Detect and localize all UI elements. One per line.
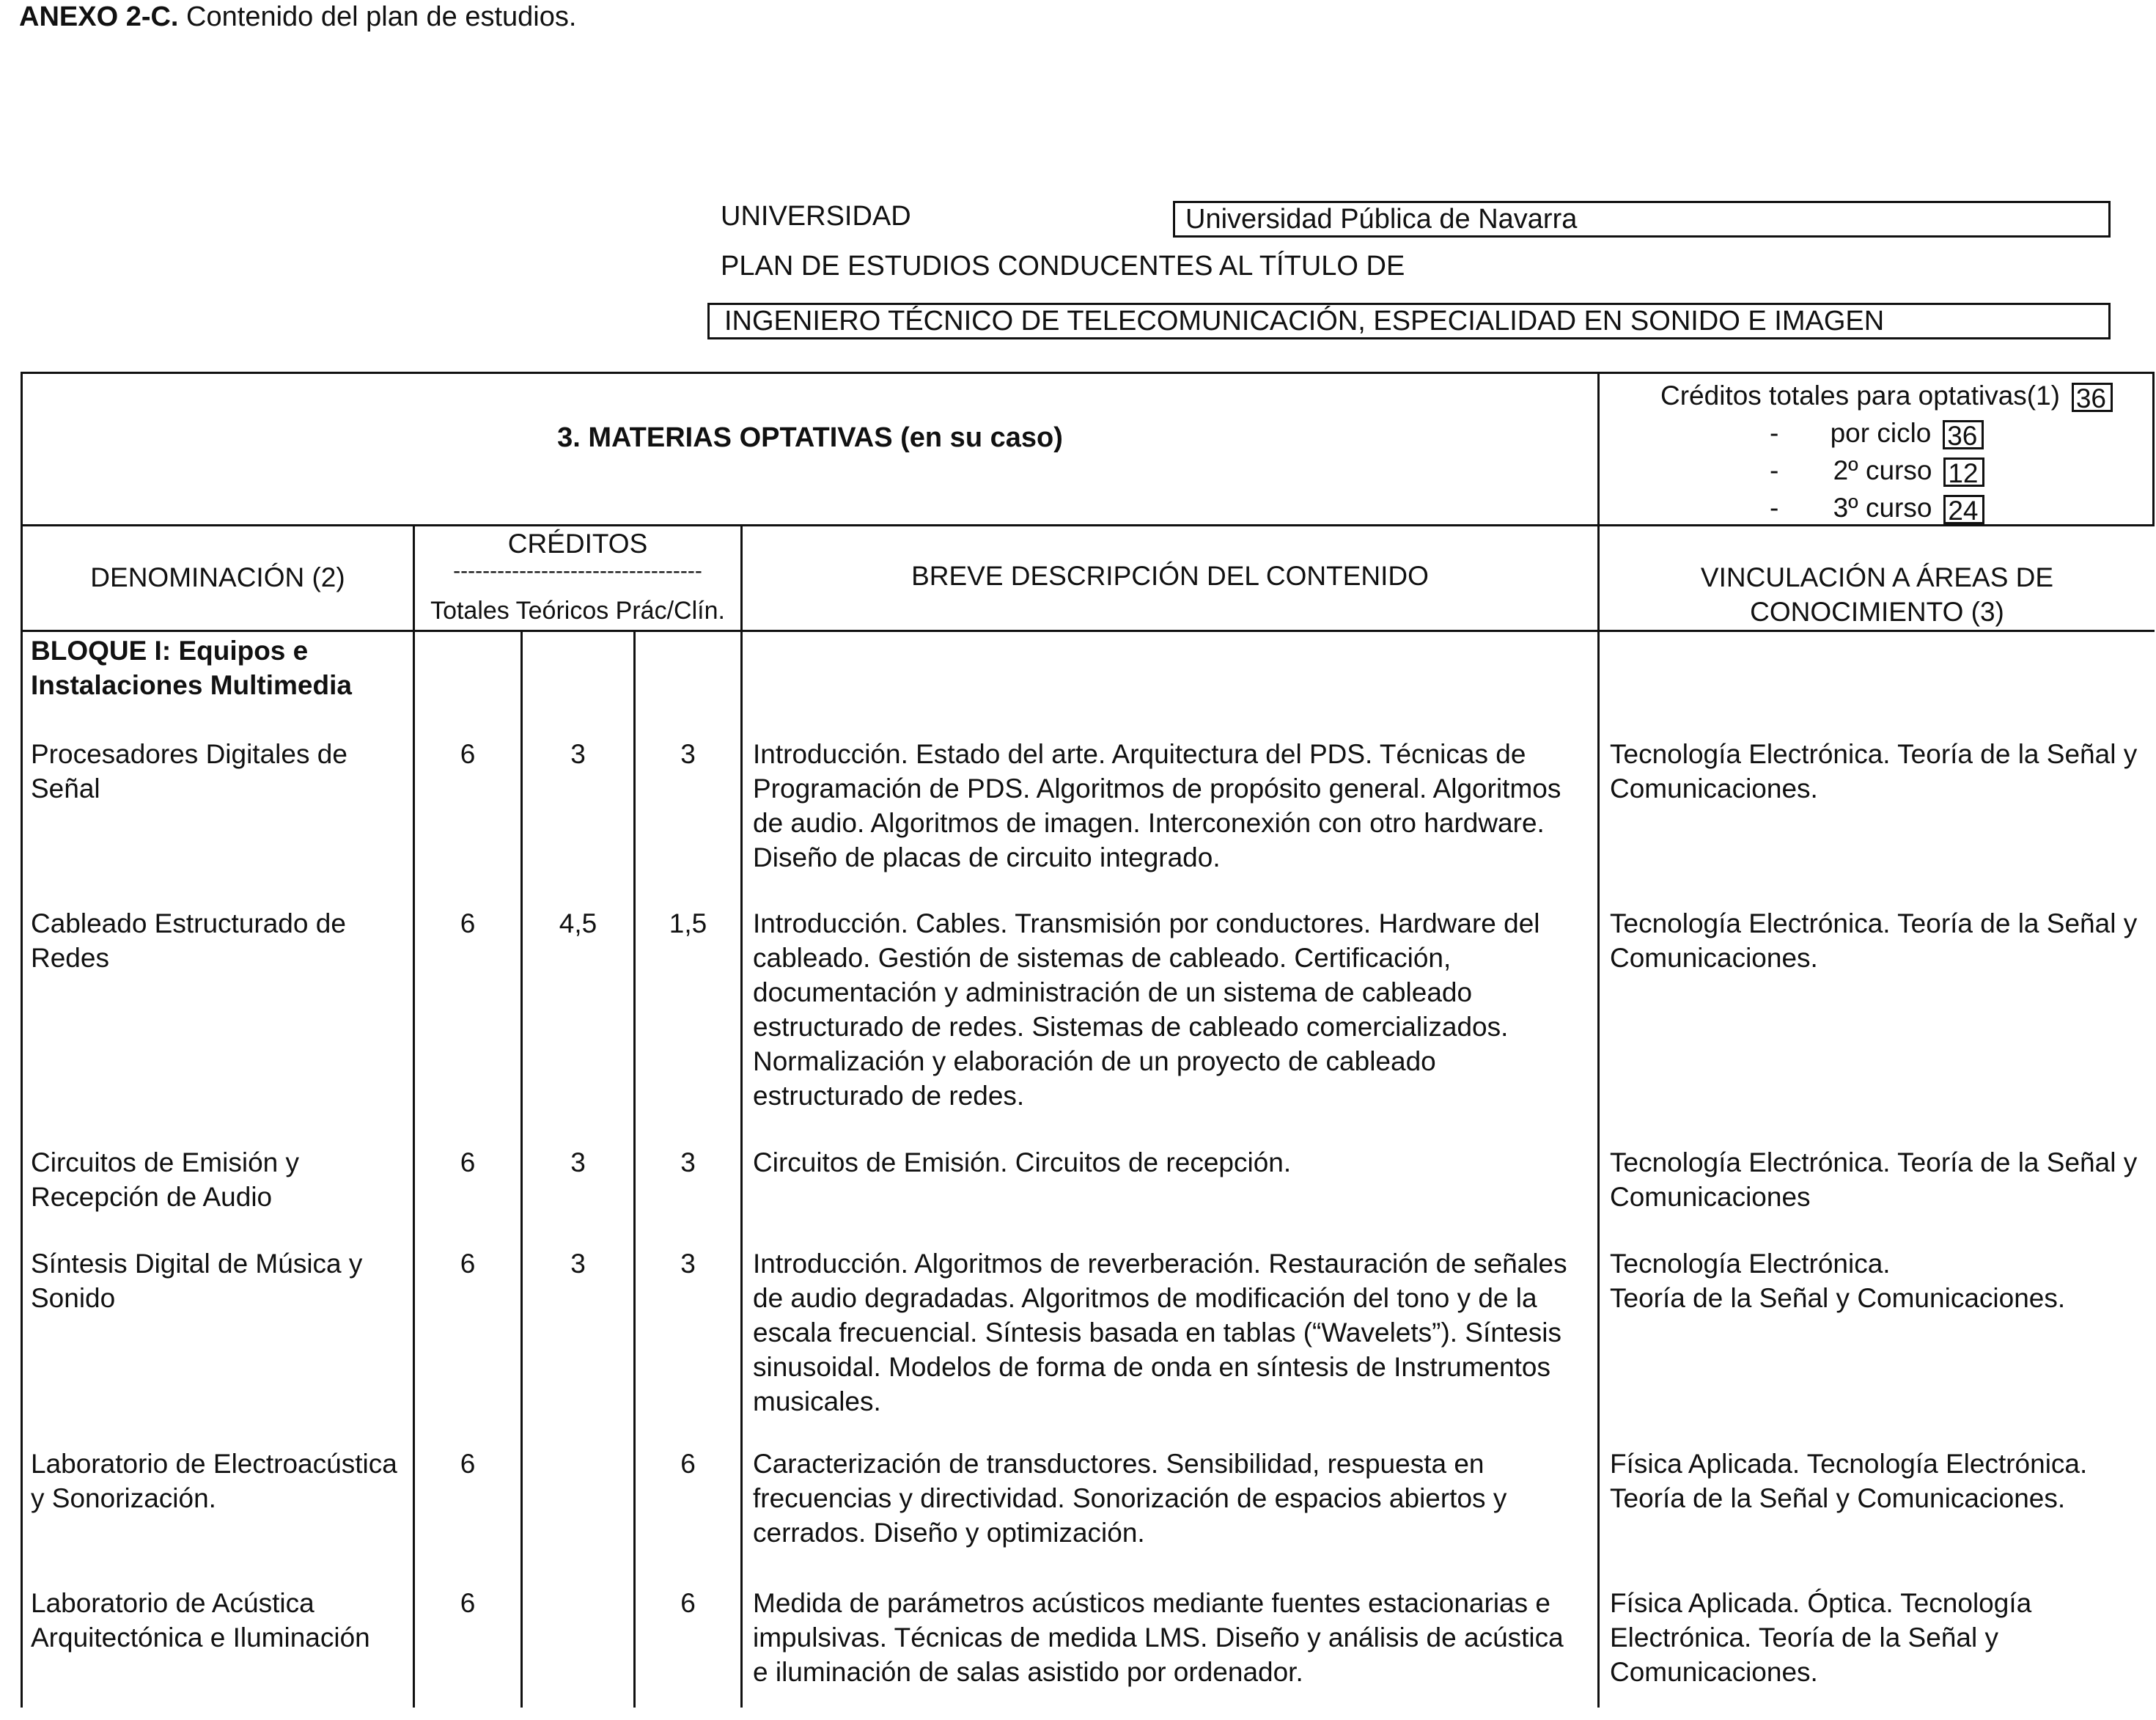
credits-totales: 6 xyxy=(460,1449,476,1479)
per-cycle-dash: - xyxy=(1770,418,1779,448)
col-header-creditos: CRÉDITOS xyxy=(507,529,648,559)
col-header-denominacion: DENOMINACIÓN (2) xyxy=(90,562,345,592)
second-course-label: 2º curso xyxy=(1833,455,1932,485)
table-top-border xyxy=(21,372,2155,374)
credits-totales: 6 xyxy=(460,1588,476,1618)
credits-total-label: Créditos totales para optativas(1) xyxy=(1660,381,2060,411)
university-label: UNIVERSIDAD xyxy=(721,201,911,232)
col-divider-denominacion xyxy=(413,524,415,1708)
course-description: Introducción. Cables. Transmisión por conductores. Hardware del cableado. Gestión de sistemas de cableado. Certificación, documentación y administración de un sistema de cableado estructurado de redes. Sistemas de cableado comercializados. Normalización y elaboración de un proyecto de cableado estructurado de redes. xyxy=(753,908,1540,1111)
per-cycle-label: por ciclo xyxy=(1830,418,1932,448)
section-title: 3. MATERIAS OPTATIVAS (en su caso) xyxy=(557,422,1063,453)
course-areas: Tecnología Electrónica. Teoría de la Señal y Comunicaciones xyxy=(1610,1147,2138,1212)
university-field: Universidad Pública de Navarra xyxy=(1173,201,2111,238)
credits-totales: 6 xyxy=(460,908,476,938)
col-header-creditos-sub: Totales Teóricos Prác/Clín. xyxy=(430,597,725,625)
credits-total-value: 36 xyxy=(2072,383,2113,412)
annex-text: Contenido del plan de estudios. xyxy=(186,1,577,32)
credits-totales: 6 xyxy=(460,1147,476,1177)
credits-teoricos: 3 xyxy=(570,1249,586,1279)
credits-teoricos: 4,5 xyxy=(559,908,597,938)
credits-teoricos: 3 xyxy=(570,739,586,769)
second-course-value: 12 xyxy=(1943,457,1984,487)
credits-practicos: 6 xyxy=(680,1588,696,1618)
course-description: Introducción. Estado del arte. Arquitectura del PDS. Técnicas de Programación de PDS. Algoritmos de propósito general. Algoritmos de audio. Algoritmos de imagen. Interconexión con otro hardware. Diseño de placas de circuito integrado. xyxy=(753,739,1561,872)
third-course-label: 3º curso xyxy=(1833,493,1932,523)
course-name: Síntesis Digital de Música y Sonido xyxy=(31,1249,363,1313)
credits-practicos: 3 xyxy=(680,739,696,769)
course-areas: Tecnología Electrónica. Teoría de la Señal y Comunicaciones. xyxy=(1610,739,2138,804)
header-bottom-border xyxy=(21,630,2155,632)
course-name: Laboratorio de Acústica Arquitectónica e Iluminación xyxy=(31,1588,370,1653)
credits-practicos: 6 xyxy=(680,1449,696,1479)
col-header-creditos-rule: ---------------------------------- xyxy=(453,560,702,582)
annex-code: ANEXO 2-C. xyxy=(19,1,179,32)
credits-totales: 6 xyxy=(460,1249,476,1279)
course-areas: Física Aplicada. Óptica. Tecnología Electrónica. Teoría de la Señal y Comunicaciones. xyxy=(1610,1588,2032,1687)
third-course-value: 24 xyxy=(1943,495,1984,524)
credits-summary xyxy=(1600,377,2113,526)
credits-practicos: 3 xyxy=(680,1249,696,1279)
credits-practicos: 1,5 xyxy=(669,908,707,938)
second-course-dash: - xyxy=(1770,455,1779,485)
course-name: Procesadores Digitales de Señal xyxy=(31,739,347,804)
course-name: Circuitos de Emisión y Recepción de Audio xyxy=(31,1147,300,1212)
col-header-descripcion: BREVE DESCRIPCIÓN DEL CONTENIDO xyxy=(911,561,1429,591)
annex-heading xyxy=(19,1,576,33)
course-name: Laboratorio de Electroacústica y Sonorización. xyxy=(31,1449,397,1513)
course-areas: Física Aplicada. Tecnología Electrónica. Teoría de la Señal y Comunicaciones. xyxy=(1610,1449,2088,1513)
credits-totales: 6 xyxy=(460,739,476,769)
course-areas: Tecnología Electrónica. Teoría de la Señal y Comunicaciones. xyxy=(1610,1249,2066,1313)
per-cycle-value: 36 xyxy=(1943,420,1984,449)
credits-practicos: 3 xyxy=(680,1147,696,1177)
table-right-border xyxy=(2152,372,2155,526)
credits-teoricos: 3 xyxy=(570,1147,586,1177)
col-header-vinculacion: VINCULACIÓN A ÁREAS DE CONOCIMIENTO (3) xyxy=(1700,562,2054,627)
third-course-dash: - xyxy=(1770,493,1779,523)
course-description: Circuitos de Emisión. Circuitos de recepción. xyxy=(753,1147,1292,1177)
block-title: BLOQUE I: Equipos e Instalaciones Multimedia xyxy=(31,636,352,700)
course-areas: Tecnología Electrónica. Teoría de la Señal y Comunicaciones. xyxy=(1610,908,2138,973)
col-divider-descripcion xyxy=(740,524,743,1708)
plan-label: PLAN DE ESTUDIOS CONDUCENTES AL TÍTULO DE xyxy=(721,251,1405,282)
course-description: Medida de parámetros acústicos mediante fuentes estacionarias e impulsivas. Técnicas de medida LMS. Diseño y análisis de acústica e iluminación de salas asistido por ordenador. xyxy=(753,1588,1564,1687)
degree-title-field: INGENIERO TÉCNICO DE TELECOMUNICACIÓN, ESPECIALIDAD EN SONIDO E IMAGEN xyxy=(707,303,2111,339)
course-description: Caracterización de transductores. Sensibilidad, respuesta en frecuencias y directividad. Sonorización de espacios abiertos y cerrados. Diseño y optimización. xyxy=(753,1449,1507,1548)
course-description: Introducción. Algoritmos de reverberación. Restauración de señales de audio degradadas. Algoritmos de modificación del tono y de la escala frecuencial. Síntesis basada en tablas (“Wavelets”). Síntesis sinusoidal. Modelos de forma de onda en síntesis de Instrumentos musicales. xyxy=(753,1249,1567,1416)
course-name: Cableado Estructurado de Redes xyxy=(31,908,346,973)
